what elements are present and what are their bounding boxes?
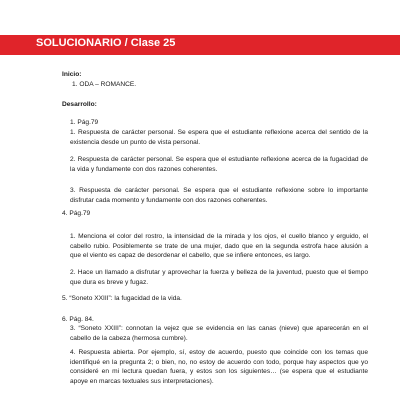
answer-1-3: 3. Respuesta de carácter personal. Se espera que el estudiante reflexione sobre lo importante disfrutar cada momento y fundamente con dos razones coherentes. <box>70 187 368 204</box>
question-4-heading: 4. Pág.79 <box>62 210 91 217</box>
answer-1-2: 2. Respuesta de carácter personal. Se espera que el estudiante reflexione acerca de la fugacidad de la vida y fundamente con dos razones coherentes. <box>70 156 368 173</box>
answer-1-1: 1. Respuesta de carácter personal. Se espera que el estudiante reflexione acerca del sentido de la existencia desde un punto de vista personal. <box>70 129 368 146</box>
header-bar <box>0 35 400 55</box>
question-6-heading: 6. Pág. 84. <box>62 316 94 323</box>
answer-6-3: 3. “Soneto XXIII”: connotan la vejez que se evidencia en las canas (nieve) que aparecerán en el cabello de la cabeza (hermosa cumbre). <box>70 325 368 342</box>
inicio-item: 1. ODA – ROMANCE. <box>72 81 137 88</box>
question-1-heading: 1. Pág.79 <box>70 119 99 126</box>
question-5: 5. “Soneto XXIII”: la fugacidad de la vida. <box>62 295 182 302</box>
desarrollo-label: Desarrollo: <box>62 101 97 108</box>
page-title: SOLUCIONARIO / Clase 25 <box>36 37 176 49</box>
answer-4-2: 2. Hace un llamado a disfrutar y aprovechar la fuerza y belleza de la juventud, puesto que el tiempo que dura es breve y fugaz. <box>70 269 368 286</box>
answer-6-4: 4. Respuesta abierta. Por ejemplo, sí, estoy de acuerdo, puesto que coincide con los temas que identifiqué en la pregunta 2; o bien, no, no estoy de acuerdo con todo, porque hay aspectos que yo consideré en mi lectura quedan fuera, y estos son los siguientes… (se espera que el estudiante apoye en marcas textuales sus interpretaciones). <box>70 349 368 385</box>
inicio-label: Inicio: <box>62 71 82 78</box>
answer-4-1: 1. Menciona el color del rostro, la intensidad de la mirada y los ojos, el cuello blanco y erguido, el cabello rubio. Posiblemente se trate de una mujer, dado que en la segunda estrofa hace alusión a que el viento es capaz de desordenar el cabello, que se infiere entonces, es largo. <box>70 233 368 260</box>
